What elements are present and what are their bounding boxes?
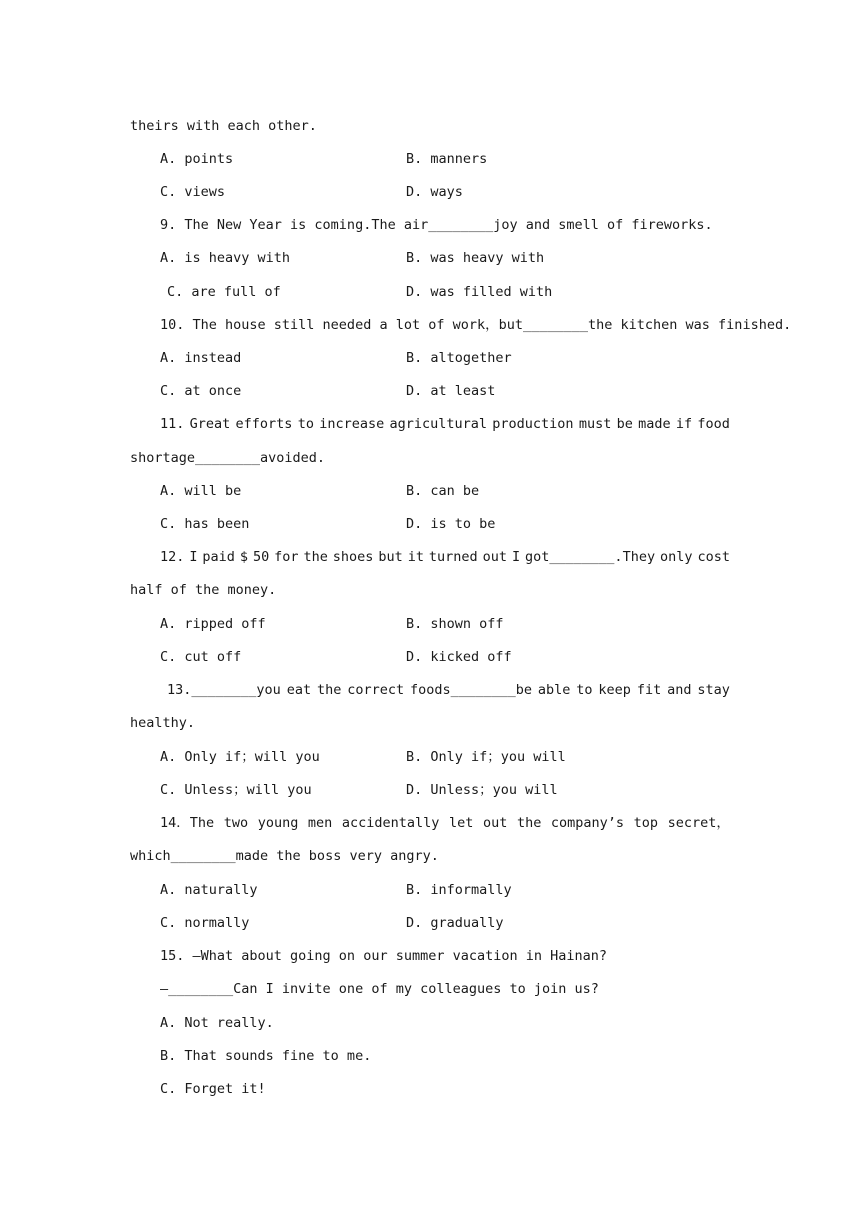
- word: to: [297, 416, 314, 432]
- question-15-reply: —________Can I invite one of my colleagues to join us?: [160, 981, 599, 997]
- word: cost: [697, 549, 730, 565]
- word: agricultural: [389, 416, 488, 432]
- question-12: [160, 547, 730, 567]
- word: paid: [202, 549, 235, 565]
- word: to: [576, 682, 593, 698]
- word: I: [189, 549, 198, 565]
- option-row: [160, 614, 730, 634]
- word: let: [449, 815, 474, 831]
- option-row: [167, 282, 730, 302]
- option-b: B. Only if；you will: [406, 749, 566, 765]
- word: foods________be: [410, 682, 532, 698]
- word: efforts: [235, 416, 293, 432]
- option-a: A. naturally: [160, 882, 258, 898]
- word: but: [378, 549, 403, 565]
- word: 13.________you: [167, 682, 281, 698]
- option-b: B. altogether: [406, 350, 512, 366]
- option-row: [160, 647, 730, 667]
- word: the: [316, 682, 342, 698]
- word: the: [303, 549, 328, 565]
- word: 50: [252, 549, 270, 565]
- word: two: [223, 815, 249, 831]
- word: and: [667, 682, 692, 698]
- option-d: D. is to be: [406, 516, 496, 532]
- word: stay: [697, 682, 730, 698]
- word: I: [511, 549, 521, 565]
- word: made: [638, 416, 671, 432]
- word: out: [482, 549, 508, 565]
- word: young: [257, 815, 299, 831]
- word: got________.They: [525, 549, 656, 565]
- option-row: [160, 747, 730, 767]
- option-b: B. was heavy with: [406, 250, 545, 266]
- question-14-cont: which________made the boss very angry.: [130, 848, 439, 864]
- text-line: theirs with each other.: [130, 118, 317, 134]
- option-a: A. Not really.: [160, 1015, 274, 1031]
- option-c: C. Unless；will you: [160, 782, 312, 798]
- option-row: [160, 780, 730, 800]
- word: able: [537, 682, 571, 698]
- option-d: D. kicked off: [406, 649, 512, 665]
- option-d: D. Unless；you will: [406, 782, 558, 798]
- option-c: C. cut off: [160, 649, 242, 665]
- word: fit: [636, 682, 662, 698]
- word: $: [239, 549, 248, 565]
- word: the: [516, 815, 542, 831]
- option-row: [160, 880, 730, 900]
- option-row: [160, 481, 730, 501]
- word: keep: [598, 682, 631, 698]
- option-c: C. normally: [160, 915, 250, 931]
- option-row: [160, 381, 730, 401]
- word: for: [274, 549, 299, 565]
- option-a: A. will be: [160, 483, 242, 499]
- option-b: B. manners: [406, 151, 488, 167]
- word: turned: [428, 549, 478, 565]
- option-b: B. can be: [406, 483, 480, 499]
- question-15: 15. —What about going on our summer vacation in Hainan?: [160, 948, 608, 964]
- word: 11.: [160, 416, 185, 432]
- question-13-cont: healthy.: [130, 715, 196, 731]
- word: men: [307, 815, 333, 831]
- word: increase: [319, 416, 385, 432]
- word: production: [492, 416, 574, 432]
- word: top: [633, 815, 659, 831]
- word: 12.: [160, 549, 185, 565]
- word: food: [697, 416, 730, 432]
- option-row: [160, 913, 730, 933]
- option-d: D. ways: [406, 184, 463, 200]
- question-13: [167, 680, 730, 700]
- word: accidentally: [341, 815, 440, 831]
- option-c: C. has been: [160, 516, 250, 532]
- word: 14．The: [160, 815, 215, 831]
- question-9: 9. The New Year is coming.The air________joy and smell of fireworks.: [160, 217, 713, 233]
- word: only: [660, 549, 693, 565]
- option-c: C. are full of: [167, 284, 281, 300]
- option-a: A. points: [160, 151, 234, 167]
- option-d: D. at least: [406, 383, 496, 399]
- option-c: C. views: [160, 184, 226, 200]
- word: shoes: [332, 549, 374, 565]
- word: secret，: [667, 815, 730, 831]
- question-10: 10. The house still needed a lot of work，but________the kitchen was finished.: [160, 317, 792, 333]
- word: out: [482, 815, 508, 831]
- option-row: [160, 514, 730, 534]
- question-12-cont: half of the money.: [130, 582, 277, 598]
- option-row: [160, 248, 730, 268]
- word: it: [407, 549, 424, 565]
- option-a: A. Only if；will you: [160, 749, 320, 765]
- option-d: D. was filled with: [406, 284, 553, 300]
- option-row: [160, 348, 730, 368]
- word: correct: [347, 682, 405, 698]
- option-b: B. That sounds fine to me.: [160, 1048, 372, 1064]
- question-11: [160, 414, 730, 434]
- option-b: B. informally: [406, 882, 512, 898]
- word: company’s: [550, 815, 625, 831]
- question-11-cont: shortage________avoided.: [130, 450, 326, 466]
- word: eat: [286, 682, 312, 698]
- word: Great: [189, 416, 231, 432]
- option-row: [160, 149, 730, 169]
- option-c: C. Forget it!: [160, 1081, 266, 1097]
- option-a: A. is heavy with: [160, 250, 291, 266]
- question-14: [160, 813, 730, 833]
- word: must: [578, 416, 612, 432]
- word: if: [675, 416, 693, 432]
- word: be: [616, 416, 633, 432]
- option-a: A. ripped off: [160, 616, 266, 632]
- option-d: D. gradually: [406, 915, 504, 931]
- option-b: B. shown off: [406, 616, 504, 632]
- option-a: A. instead: [160, 350, 242, 366]
- option-c: C. at once: [160, 383, 242, 399]
- option-row: [160, 182, 730, 202]
